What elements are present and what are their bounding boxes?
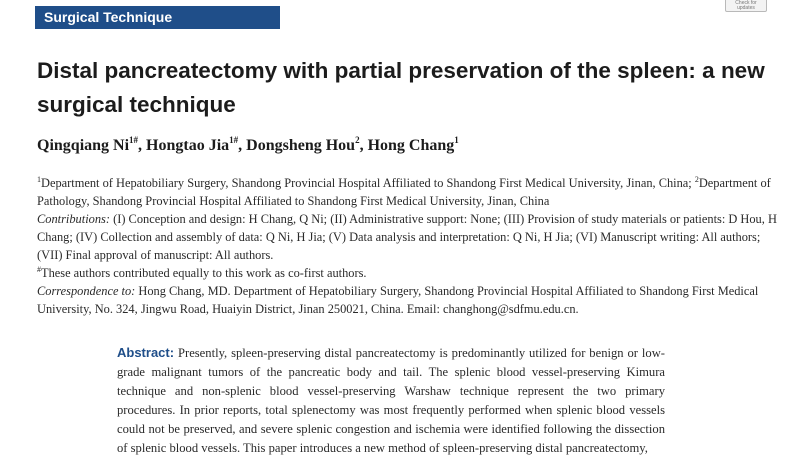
contributions-label: Contributions: — [37, 212, 110, 226]
section-tag: Surgical Technique — [35, 6, 280, 29]
co-first-mark: # — [37, 265, 41, 274]
co-first-authors-note — [37, 264, 777, 282]
author-affiliation-mark: 1# — [129, 135, 139, 145]
affiliation-text: Department of Pathology, Shandong Provincial Hospital Affiliated to Shandong First Medical University, Jinan, China — [37, 176, 771, 208]
abstract-text: Presently, spleen-preserving distal pancreatectomy is predominantly utilized for benign or low-grade malignant tumors of the pancreatic body and tail. The splenic blood vessel-preserving Kimura technique and non-splenic blood vessel-preserving Warshaw technique represent the two primary procedures. In prior reports, total splenectomy was most frequently performed when splenic blood vessels could not be preserved, and severe splenic congestion and ischemia were identified following the dissection of splenic blood vessels. This paper introduces a new method of spleen-preserving distal pancreatectomy, — [117, 346, 665, 455]
contributions — [37, 210, 777, 264]
contributions-text: (I) Conception and design: H Chang, Q Ni; (II) Administrative support: None; (III) Provision of study materials or patients: D Hou, H Chang; (IV) Collection and assembly of data: Q Ni, H Jia; (V) Data analysis and interpretation: Q Ni, H Jia; (VI) Manuscript writing: All authors; (VII) Final approval of manuscript: All authors. — [37, 212, 777, 262]
co-first-text: These authors contributed equally to this work as co-first authors. — [41, 266, 367, 280]
author-separator: , — [138, 137, 147, 154]
author-list — [37, 137, 459, 155]
author-separator: , — [359, 137, 368, 154]
author-name: Hong Chang — [367, 137, 455, 154]
abstract — [117, 343, 665, 458]
correspondence — [37, 282, 777, 318]
affiliation-mark: 1 — [37, 175, 41, 184]
check-for-updates-badge[interactable] — [725, 0, 767, 12]
author-name: Hongtao Jia — [146, 137, 230, 154]
correspondence-label: Correspondence to: — [37, 284, 136, 298]
check-for-updates-label: Check for updates — [735, 0, 757, 11]
author-name: Dongsheng Hou — [246, 137, 356, 154]
author-name: Qingqiang Ni — [37, 137, 130, 154]
author-affiliation-mark: 1 — [454, 135, 459, 145]
article-metadata — [37, 174, 777, 318]
affiliation-mark: 2 — [694, 175, 699, 184]
affiliation-text: Department of Hepatobiliary Surgery, Shandong Provincial Hospital Affiliated to Shandong First Medical University, Jinan, China; — [41, 176, 695, 190]
affiliations — [37, 174, 777, 210]
author-affiliation-mark: 2 — [355, 135, 360, 145]
author-affiliation-mark: 1# — [229, 135, 239, 145]
article-title: Distal pancreatectomy with partial preservation of the spleen: a new surgical technique — [37, 58, 765, 117]
author-separator: , — [238, 137, 247, 154]
correspondence-text: Hong Chang, MD. Department of Hepatobiliary Surgery, Shandong Provincial Hospital Affiliated to Shandong First Medical University, No. 324, Jingwu Road, Huaiyin District, Jinan 250021, China. Email: changhong@sdfmu.edu.cn. — [37, 284, 759, 316]
abstract-label: Abstract: — [117, 345, 175, 360]
